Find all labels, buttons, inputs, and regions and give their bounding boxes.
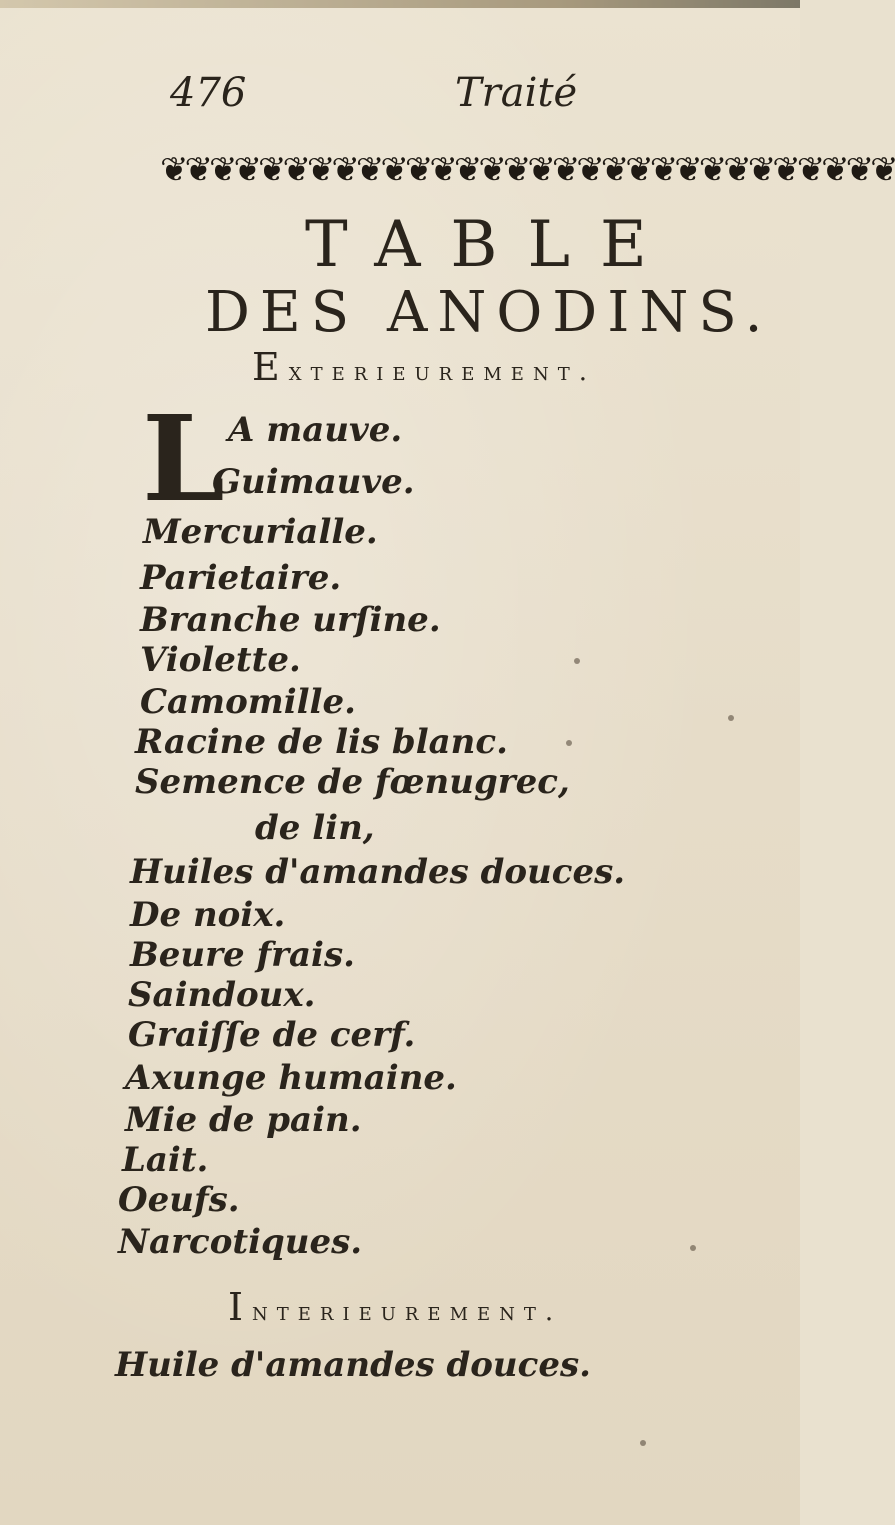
- list-item: Branche urſine.: [140, 600, 441, 640]
- list-item: Violette.: [140, 640, 301, 680]
- ink-speck: [574, 658, 580, 664]
- list-item: Lait.: [122, 1140, 209, 1180]
- list-item: Huile d'amandes douces.: [115, 1345, 591, 1385]
- section-heading-interior: Interieurement.: [228, 1285, 563, 1329]
- ornament-band: ❦❦❦❦❦❦❦❦❦❦❦❦❦❦❦❦❦❦❦❦❦❦❦❦❦❦❦❦❦❦: [160, 150, 895, 190]
- page-title: TABLE: [305, 208, 677, 282]
- list-item: Racine de lis blanc.: [135, 722, 508, 762]
- page-subtitle: DES ANODINS.: [205, 280, 773, 345]
- list-item: Saindoux.: [128, 975, 316, 1015]
- list-item: Oeufs.: [118, 1180, 240, 1220]
- list-item: Camomille.: [140, 682, 356, 722]
- list-item: Mercurialle.: [143, 512, 378, 552]
- section-heading-exterior: Exterieurement.: [252, 345, 596, 389]
- running-title: Traité: [455, 70, 578, 116]
- list-item: Graiſſe de cerf.: [128, 1015, 416, 1055]
- ink-speck: [640, 1440, 646, 1446]
- ink-speck: [728, 715, 734, 721]
- page-number: 476: [170, 70, 247, 116]
- list-item: Semence de fœnugrec,: [135, 762, 570, 802]
- list-item: de lin,: [255, 808, 375, 848]
- list-item: De noix.: [130, 895, 286, 935]
- ink-speck: [690, 1245, 696, 1251]
- drop-cap: L: [142, 389, 225, 528]
- ink-speck: [566, 740, 572, 746]
- list-item: Parietaire.: [140, 558, 342, 598]
- list-item: Axunge humaine.: [125, 1058, 457, 1098]
- list-item: Huiles d'amandes douces.: [130, 852, 626, 892]
- list-item: Guimauve.: [212, 462, 415, 502]
- running-head: [170, 70, 600, 130]
- list-item: Beure frais.: [130, 935, 355, 975]
- list-item: Mie de pain.: [125, 1100, 362, 1140]
- page-edge: [0, 0, 800, 8]
- list-item: A mauve.: [228, 410, 403, 450]
- list-item: Narcotiques.: [118, 1222, 363, 1262]
